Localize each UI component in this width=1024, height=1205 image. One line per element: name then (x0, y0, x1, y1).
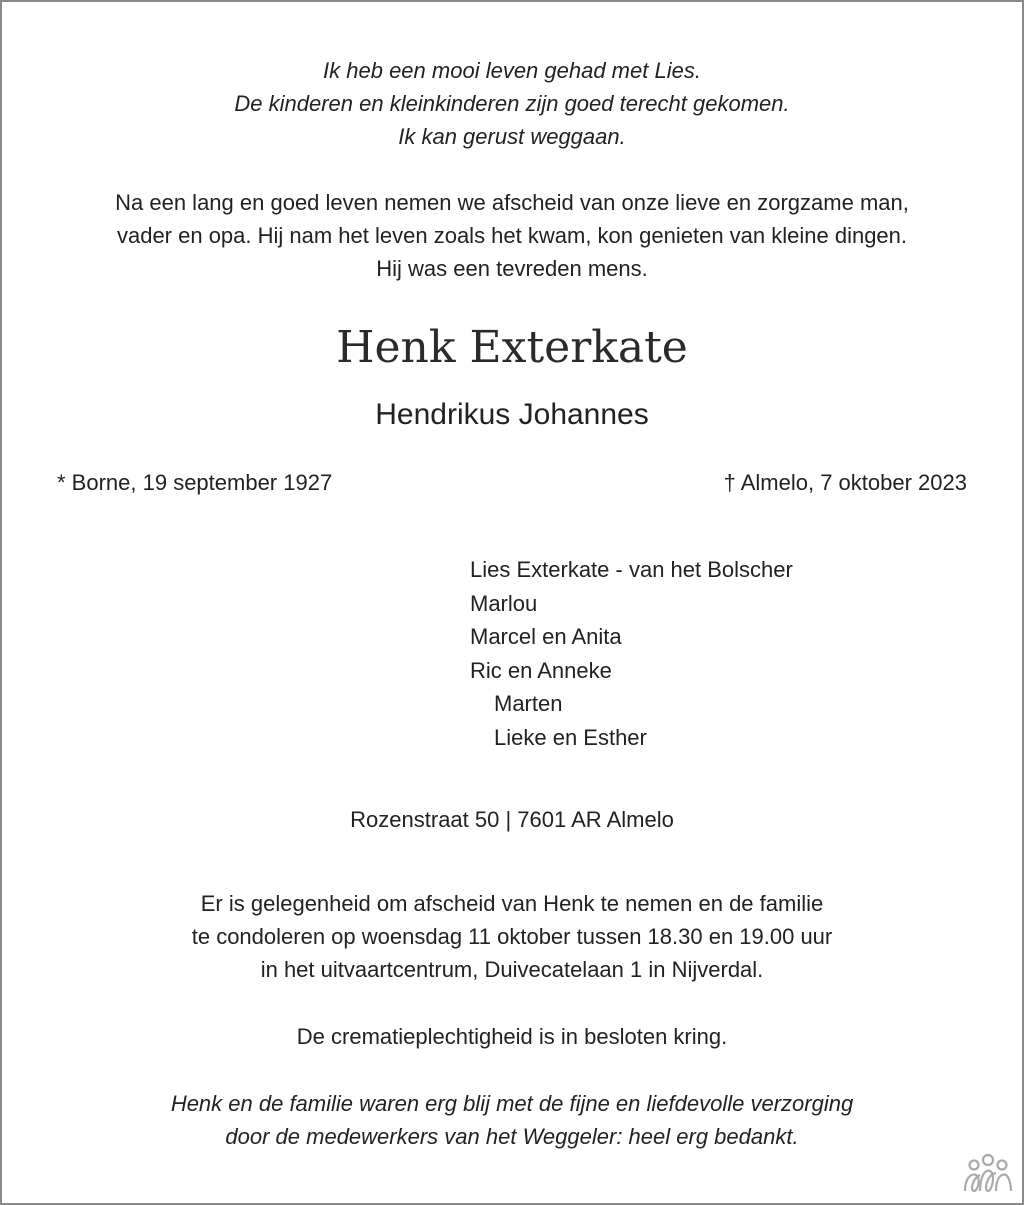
condolence-line: te condoleren op woensdag 11 oktober tussen 18.30 en 19.00 uur (191, 924, 833, 949)
intro-line: Hij was een tevreden mens. (376, 256, 648, 281)
family-member: Marten (494, 691, 563, 716)
family-member: Marcel en Anita (470, 624, 622, 649)
family-member: Ric en Anneke (470, 657, 612, 683)
quote (2, 54, 1022, 153)
family-member: Lieke en Esther (494, 724, 647, 750)
given-names: Hendrikus Johannes (375, 398, 649, 431)
family-list (470, 553, 793, 754)
birth-info: * Borne, 19 september 1927 (57, 470, 333, 495)
family-member: Marlou (470, 590, 538, 616)
intro-line: vader en opa. Hij nam het leven zoals het kwam, kon genieten van kleine dingen. (116, 223, 908, 248)
death-info: † Almelo, 7 oktober 2023 (723, 470, 967, 495)
condolence-line: Er is gelegenheid om afscheid van Henk te nemen en de familie (200, 891, 824, 916)
thanks (2, 1087, 1022, 1153)
condolence (2, 887, 1022, 986)
intro-line: Na een lang en goed leven nemen we afscheid van onze lieve en zorgzame man, (115, 190, 909, 215)
people-group-icon (962, 1153, 1014, 1195)
quote-line: De kinderen en kleinkinderen zijn goed terecht gekomen. (234, 91, 790, 116)
cremation-note: De crematieplechtigheid is in besloten kring. (296, 1024, 728, 1049)
thanks-line: Henk en de familie waren erg blij met de fijne en liefdevolle verzorging (170, 1091, 854, 1116)
condolence-line: in het uitvaartcentrum, Duivecatelaan 1 in Nijverdal. (260, 957, 764, 982)
thanks-line: door de medewerkers van het Weggeler: heel erg bedankt. (225, 1124, 799, 1149)
quote-line: Ik kan gerust weggaan. (398, 124, 626, 149)
quote-line: Ik heb een mooi leven gehad met Lies. (323, 58, 701, 83)
family-member: Lies Exterkate - van het Bolscher (470, 557, 793, 582)
deceased-name: Henk Exterkate (336, 322, 688, 373)
intro (2, 186, 1022, 285)
address: Rozenstraat 50 | 7601 AR Almelo (350, 807, 674, 832)
